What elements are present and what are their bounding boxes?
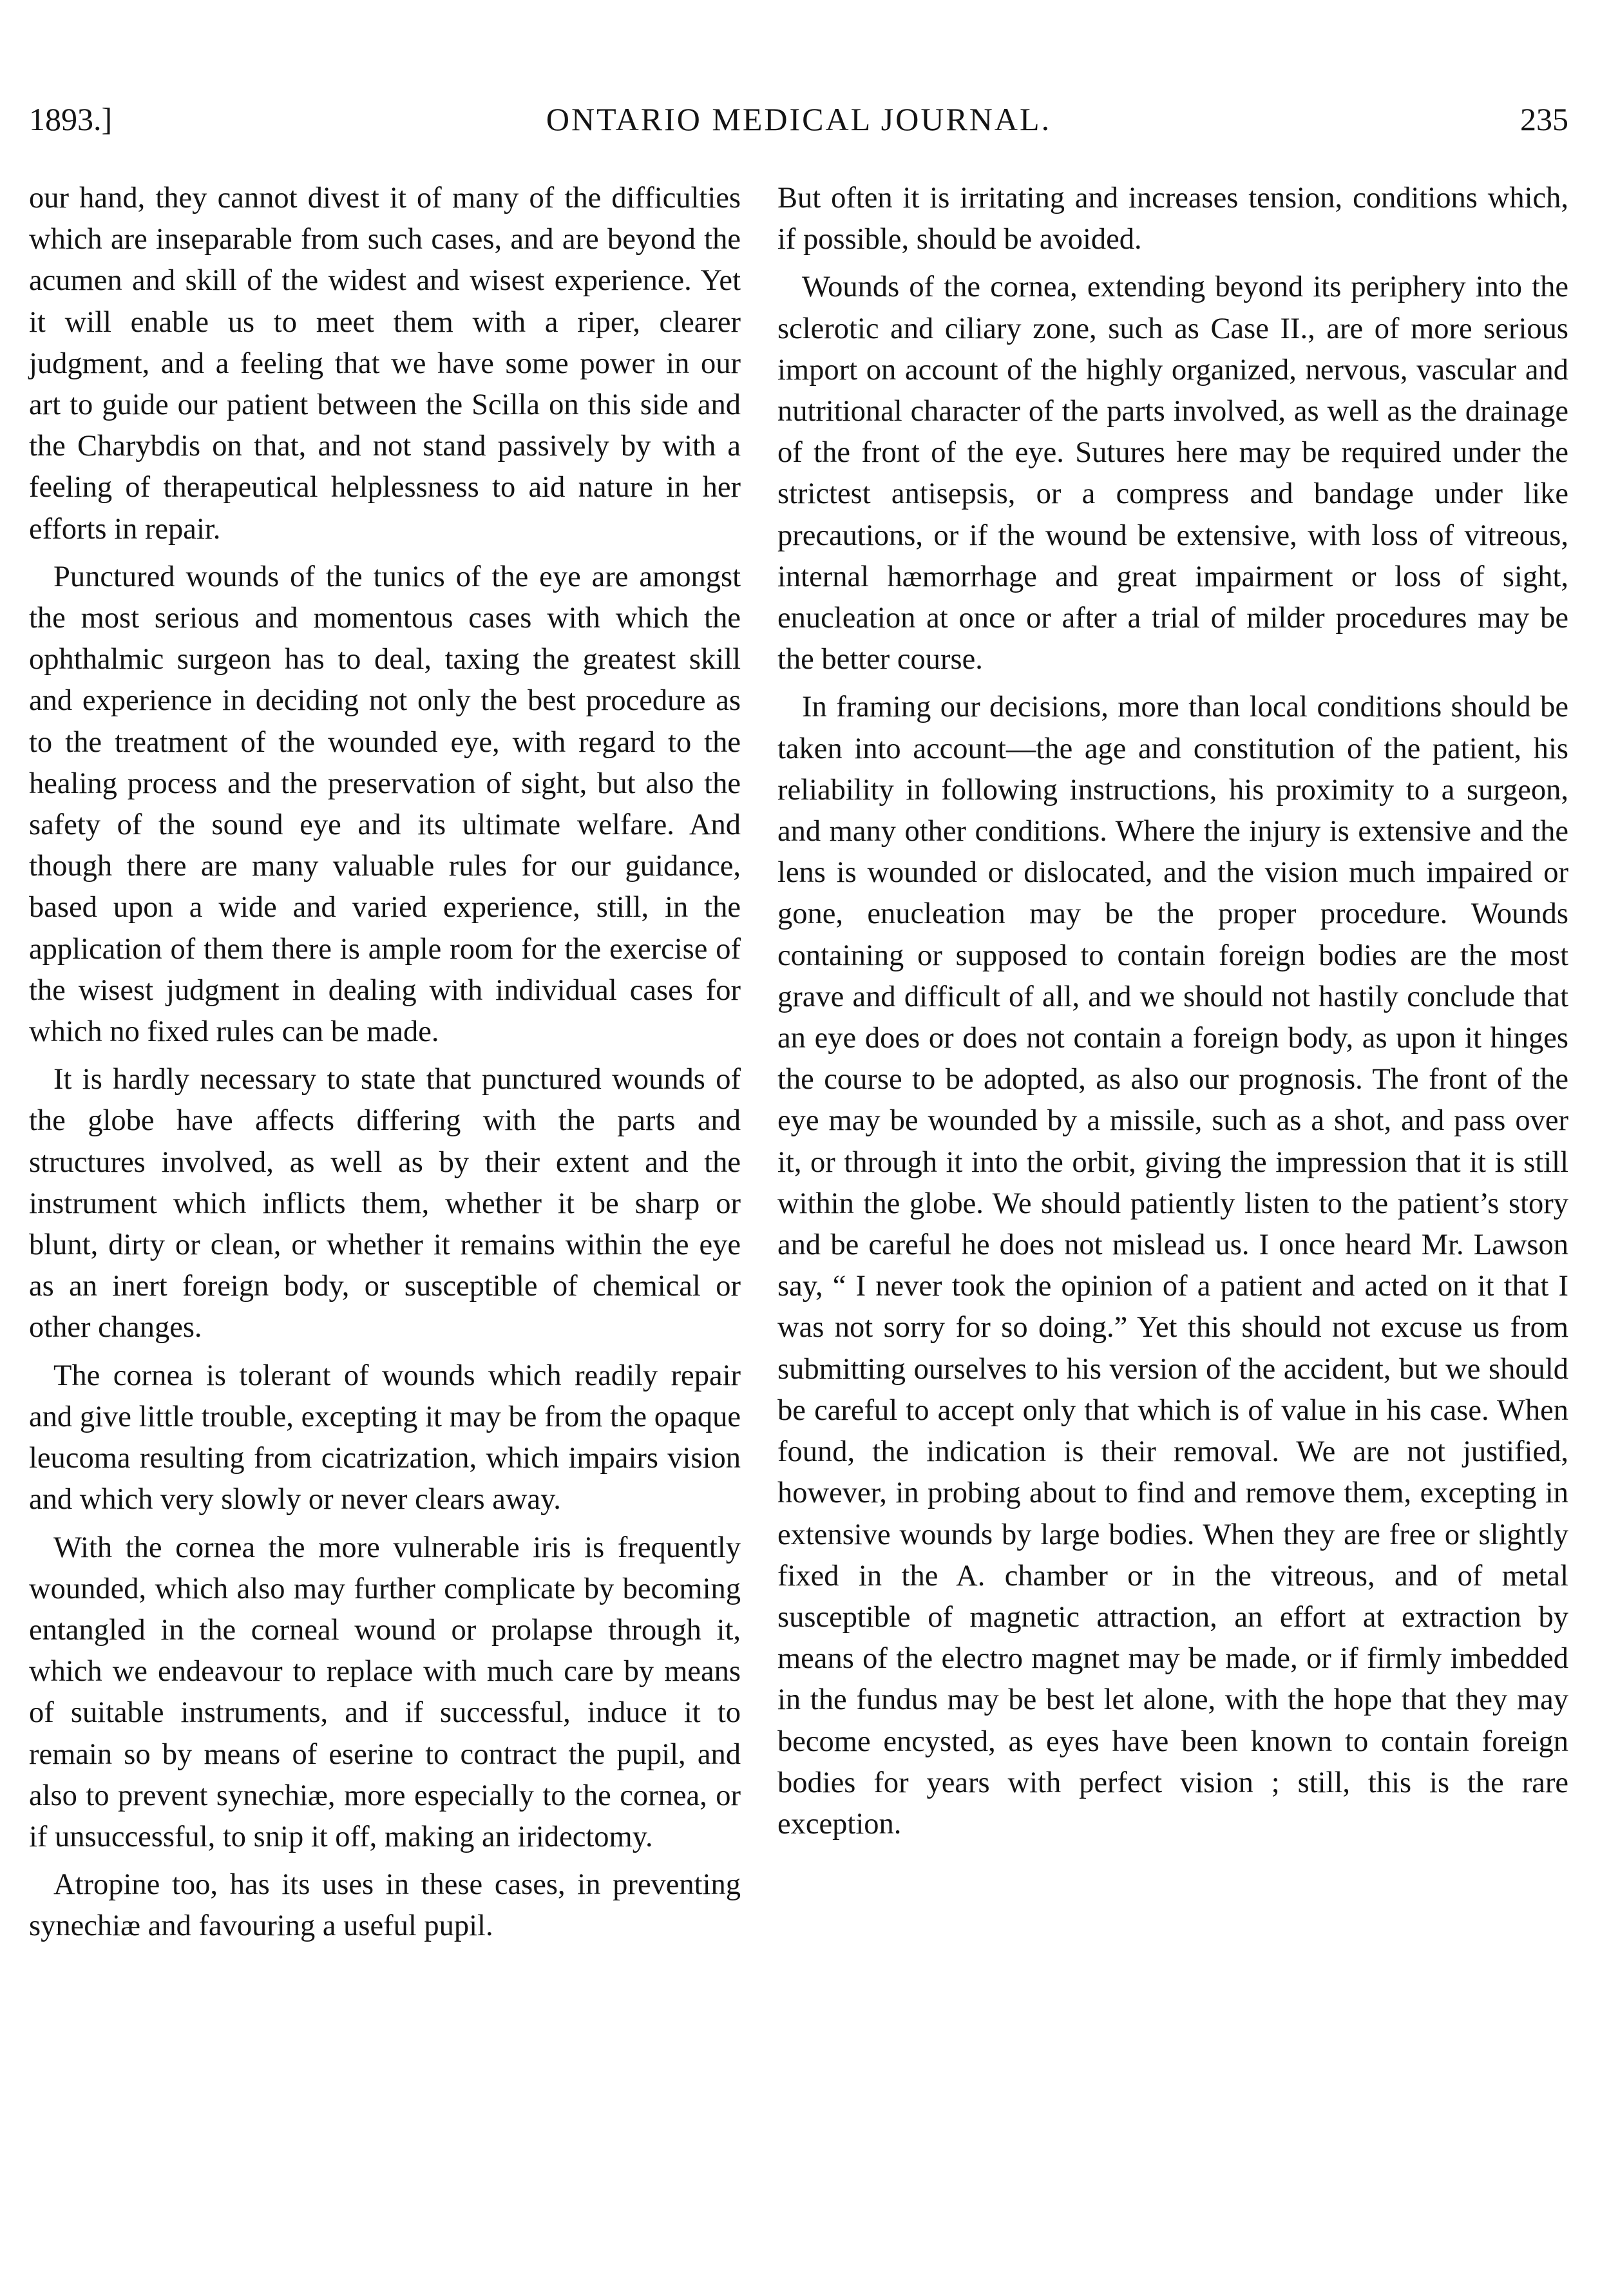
paragraph: Wounds of the cornea, extending beyond its periphery into the sclerotic and ciliary zone, such as Case II., are of more serious import on account of the highly organized, nervous, vascular and nutritional character of the parts involved, as well as the drainage of the front of the eye. Sutures here may be required under the strictest antisepsis, or a compress and bandage under like precautions, or if the wound be extensive, with loss of vitreous, internal hæmorrhage and great impairment or loss of sight, enucleation at once or after a trial of milder procedures may be the better course.	[777, 271, 1568, 676]
paragraph: It is hardly necessary to state that punctured wounds of the globe have affects differing with the parts and structures involved, as well as by their extent and the instrument which inflicts them, whether it be sharp or blunt, dirty or clean, or whether it remains within the eye as an inert foreign body, or susceptible of chemical or other changes.	[29, 1063, 741, 1344]
paragraph: With the cornea the more vulnerable iris is frequently wounded, which also may further complicate by becoming entangled in the corneal wound or prolapse through it, which we endeavour to replace with much care by means of suitable instruments, and if successful, induce it to remain so by means of eserine to contract the pupil, and also to prevent synechiæ, more especially to the cornea, or if unsuccessful, to snip it off, making an iridectomy.	[29, 1531, 741, 1853]
paragraph: But often it is irritating and increases tension, conditions which, if possible, should be avoided.	[777, 182, 1568, 256]
page-number: 235	[1520, 101, 1568, 137]
paragraph: Atropine too, has its uses in these cases, in preventing synechiæ and favouring a useful pupil.	[29, 1868, 741, 1943]
paragraph: Punctured wounds of the tunics of the eye are amongst the most serious and momentous cases with which the ophthalmic surgeon has to deal, taxing the greatest skill and experience in deciding not only the best procedure as to the treatment of the wounded eye, with regard to the healing process and the preservation of sight, but also the safety of the sound eye and its ultimate welfare. And though there are many valuable rules for our guidance, based upon a wide and varied experience, still, in the application of them there is ample room for the exercise of the wisest judgment in dealing with individual cases for which no fixed rules can be made.	[29, 560, 741, 1049]
paragraph: In framing our decisions, more than local conditions should be taken into account—the age and constitution of the patient, his reliability in following instructions, his proximity to a surgeon, and many other conditions. Where the injury is extensive and the lens is wounded or dislocated, and the vision much impaired or gone, enucleation may be the proper procedure. Wounds containing or supposed to contain foreign bodies are the most grave and difficult of all, and we should not hastily conclude that an eye does or does not contain a foreign body, as upon it hinges the course to be adopted, as also our prognosis. The front of the eye may be wounded by a missile, such as a shot, and pass over it, or through it into the orbit, giving the impression that it is still within the globe. We should patiently listen to the patient’s story and be careful he does not mislead us. I once heard Mr. Lawson say, “ I never took the opinion of a patient and acted on it that I was not sorry for so doing.” Yet this should not excuse us from submitting ourselves to his version of the accident, but we should be careful to accept only that which is of value in his case. When found, the indication is their removal. We are not justified, however, in probing about to find and remove them, excepting in extensive wounds by large bodies. When they are free or slightly fixed in the A. chamber or in the vitreous, and of metal susceptible of magnetic attraction, an effort at extraction by means of the electro magnet may be made, or if firmly imbedded in the fundus may be best let alone, with the hope that they may become encysted, as eyes have been known to contain foreign bodies for years with perfect vision ; still, this is the rare exception.	[777, 691, 1568, 1841]
right-column	[777, 178, 1568, 1851]
running-head	[29, 97, 1568, 142]
header-year: 1893.]	[29, 101, 113, 137]
left-column	[29, 178, 741, 1954]
paragraph: The cornea is tolerant of wounds which readily repair and give little trouble, excepting it may be from the opaque leucoma resulting from cicatrization, which impairs vision and which very slowly or never clears away.	[29, 1359, 741, 1516]
paragraph: our hand, they cannot divest it of many of the difficulties which are inseparable from such cases, and are beyond the acumen and skill of the widest and wisest experience. Yet it will enable us to meet them with a riper, clearer judgment, and a feeling that we have some power in our art to guide our patient between the Scilla on this side and the Charybdis on that, and not stand passively by with a feeling of therapeutical helplessness to aid nature in her efforts in repair.	[29, 182, 741, 546]
journal-title: ONTARIO MEDICAL JOURNAL.	[546, 101, 1052, 137]
